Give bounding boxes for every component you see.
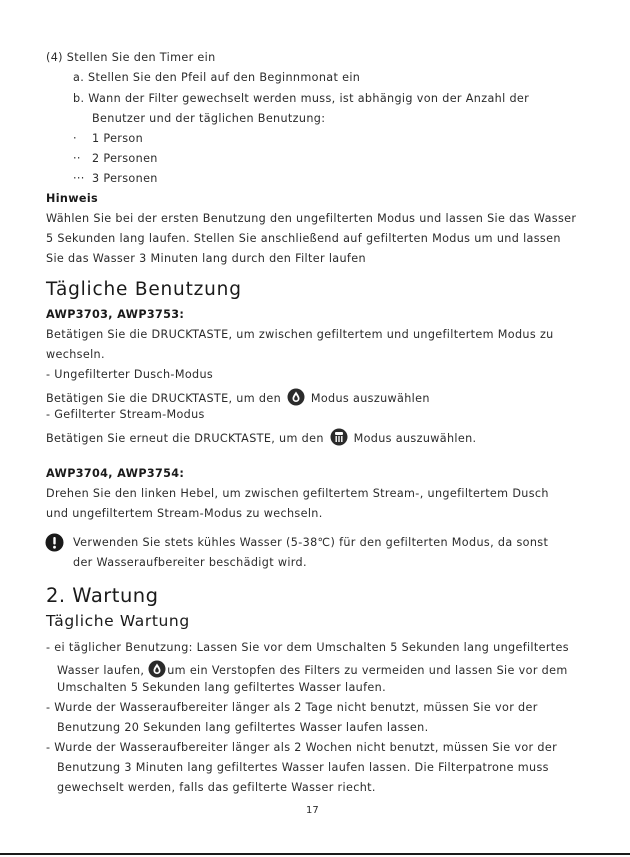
maintenance-title: 2. Wartung <box>46 584 159 607</box>
hint-text: 5 Sekunden lang laufen. Stellen Sie anschließend auf gefilterten Modus um und lassen <box>46 232 561 245</box>
hint-text: Sie das Wasser 3 Minuten lang durch den Filter laufen <box>46 252 366 265</box>
warning-text: der Wasseraufbereiter beschädigt wird. <box>73 556 307 569</box>
page-number: 17 <box>306 805 319 816</box>
mode-instruction-text: Modus auszuwählen <box>310 392 430 405</box>
shower-mode-icon <box>148 660 166 682</box>
timer-step-b-line2: Benutzer und der täglichen Benutzung: <box>92 112 326 125</box>
mode-instruction <box>46 388 430 410</box>
hint-title: Hinweis <box>46 192 99 205</box>
daily-text: wechseln. <box>46 348 105 361</box>
timer-step: (4) Stellen Sie den Timer ein <box>46 51 216 64</box>
mode-instruction-text: Modus auszuwählen. <box>353 432 477 445</box>
warning-text: Verwenden Sie stets kühles Wasser (5-38℃) für den gefilterten Modus, da sonst <box>73 536 549 549</box>
mode-instruction-text: Betätigen Sie die DRUCKTASTE, um den <box>46 392 282 405</box>
warning-icon <box>45 533 64 556</box>
person-option <box>73 172 158 186</box>
mode-label: - Gefilterter Stream-Modus <box>46 408 205 421</box>
timer-step-b-line1: b. Wann der Filter gewechselt werden muss, ist abhängig von der Anzahl der <box>73 92 530 105</box>
person-dots: ·· <box>73 152 81 165</box>
maintenance-text: - ei täglicher Benutzung: Lassen Sie vor dem Umschalten 5 Sekunden lang ungefiltertes <box>46 641 569 654</box>
maintenance-text: Benutzung 3 Minuten lang gefiltertes Wasser laufen lassen. Die Filterpatrone muss <box>57 761 549 774</box>
person-option <box>73 132 143 146</box>
maintenance-text: - Wurde der Wasseraufbereiter länger als 2 Tage nicht benutzt, müssen Sie vor der <box>46 701 538 714</box>
person-dots: · <box>73 132 77 145</box>
models-heading: AWP3703, AWP3753: <box>46 308 185 321</box>
mode-instruction-text: Betätigen Sie erneut die DRUCKTASTE, um den <box>46 432 324 445</box>
mode-label: - Ungefilterter Dusch-Modus <box>46 368 214 381</box>
maintenance-text-part: Wasser laufen, <box>57 664 145 677</box>
maintenance-text: Benutzung 20 Sekunden lang gefiltertes Wasser laufen lassen. <box>57 721 429 734</box>
person-label: 1 Person <box>92 132 144 145</box>
maintenance-text <box>57 660 568 682</box>
person-dots: ··· <box>73 172 85 185</box>
maintenance-text-part: um ein Verstopfen des Filters zu vermeiden und lassen Sie vor dem <box>167 664 568 677</box>
models-heading: AWP3704, AWP3754: <box>46 467 185 480</box>
hint-text: Wählen Sie bei der ersten Benutzung den ungefilterten Modus und lassen Sie das Wasser <box>46 212 577 225</box>
person-label: 3 Personen <box>92 172 158 185</box>
person-option <box>73 152 158 166</box>
shower-mode-icon <box>287 388 305 410</box>
daily-text: Drehen Sie den linken Hebel, um zwischen gefiltertem Stream-, ungefiltertem Dusch <box>46 487 549 500</box>
daily-maintenance-title: Tägliche Wartung <box>46 612 190 630</box>
daily-use-title: Tägliche Benutzung <box>46 279 242 300</box>
maintenance-text: - Wurde der Wasseraufbereiter länger als 2 Wochen nicht benutzt, müssen Sie vor der <box>46 741 558 754</box>
maintenance-text: Umschalten 5 Sekunden lang gefiltertes Wasser laufen. <box>57 681 386 694</box>
mode-instruction <box>46 428 476 450</box>
person-label: 2 Personen <box>92 152 158 165</box>
maintenance-text: gewechselt werden, falls das gefilterte Wasser riecht. <box>57 781 376 794</box>
daily-text: und ungefiltertem Stream-Modus zu wechseln. <box>46 507 323 520</box>
bottom-divider <box>0 853 630 855</box>
stream-mode-icon <box>330 428 348 450</box>
daily-text: Betätigen Sie die DRUCKTASTE, um zwischen gefiltertem und ungefiltertem Modus zu <box>46 328 554 341</box>
timer-step-a: a. Stellen Sie den Pfeil auf den Beginnmonat ein <box>73 71 361 84</box>
